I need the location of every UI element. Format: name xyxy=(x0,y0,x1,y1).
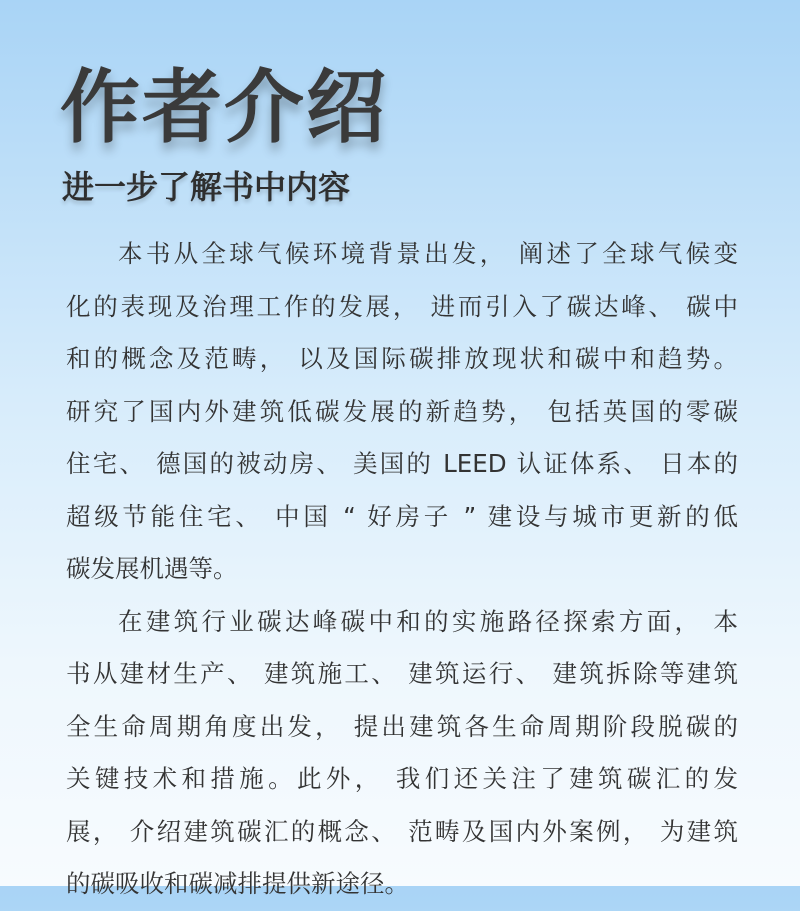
paragraph-line: 关键技术和措施。此外， 我们还关注了建筑碳汇的发 xyxy=(66,764,738,793)
page-title: 作者介绍 xyxy=(60,61,388,154)
paragraph-line: 的碳吸收和碳减排提供新途径。 xyxy=(66,869,409,898)
paragraph-line: 超级节能住宅、 中国 “ 好房子 ” 建设与城市更新的低 xyxy=(66,501,738,531)
body-text xyxy=(66,228,738,911)
paragraph-1 xyxy=(66,228,738,596)
paragraph-line: 碳发展机遇等。 xyxy=(66,554,238,583)
paragraph-line: 研究了国内外建筑低碳发展的新趋势， 包括英国的零碳 xyxy=(66,396,738,426)
page-subtitle: 进一步了解书中内容 xyxy=(62,168,351,206)
paragraph-line: 本书从全球气候环境背景出发， 阐述了全球气候变 xyxy=(118,239,738,268)
paragraph-line: 在建筑行业碳达峰碳中和的实施路径探索方面， 本 xyxy=(118,606,738,636)
paragraph-line: 全生命周期角度出发， 提出建筑各生命周期阶段脱碳的 xyxy=(66,711,738,741)
paragraph-line: 化的表现及治理工作的发展， 进而引入了碳达峰、 碳中 xyxy=(66,291,738,321)
paragraph-line: 书从建材生产、 建筑施工、 建筑运行、 建筑拆除等建筑 xyxy=(66,659,738,688)
paragraph-line: 住宅、 德国的被动房、 美国的 LEED 认证体系、 日本的 xyxy=(66,449,738,478)
paragraph-2 xyxy=(66,596,738,911)
paragraph-line: 展， 介绍建筑碳汇的概念、 范畴及国内外案例， 为建筑 xyxy=(66,816,738,846)
paragraph-line: 和的概念及范畴， 以及国际碳排放现状和碳中和趋势。 xyxy=(66,344,738,373)
